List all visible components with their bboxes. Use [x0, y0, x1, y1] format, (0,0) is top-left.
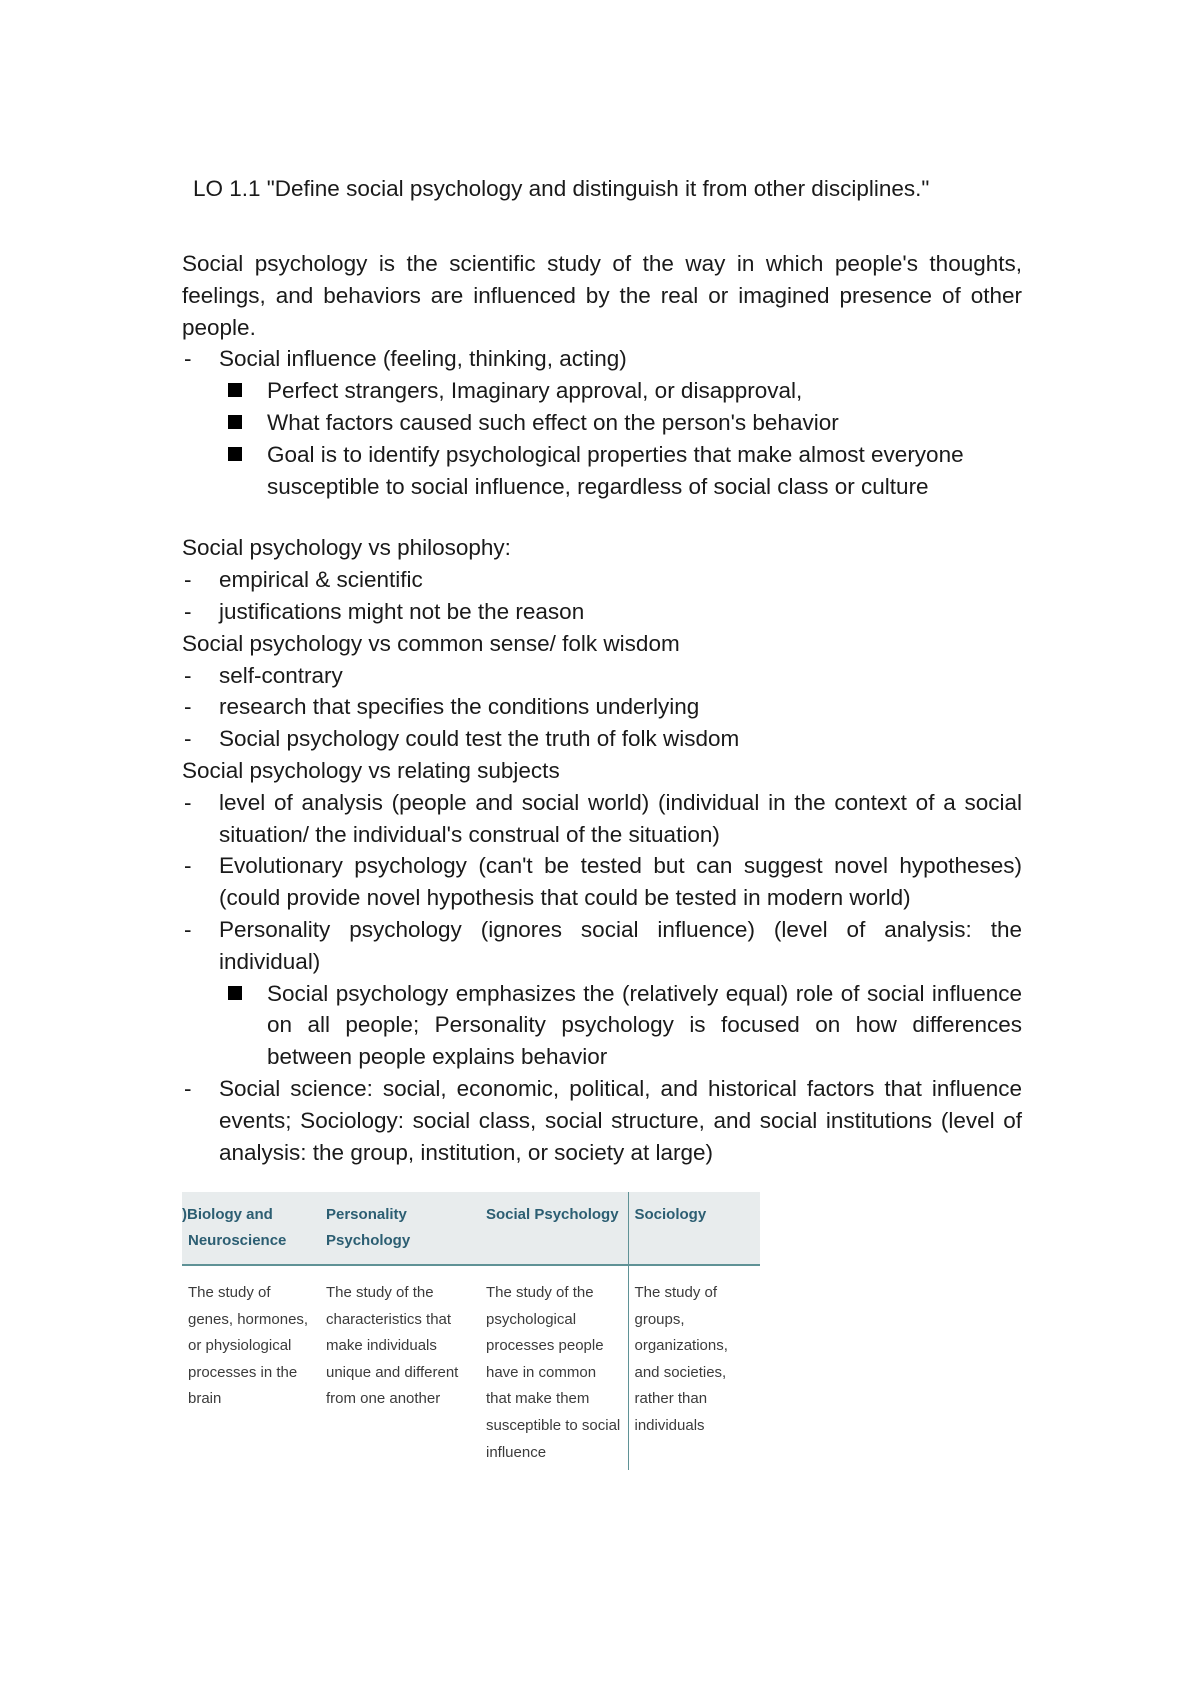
page-heading: LO 1.1 "Define social psychology and distinguish it from other disciplines." [193, 176, 930, 201]
square-bullet-icon [228, 986, 242, 1000]
table-cell: The study of the psychological processes people have in common that make them susceptible to social influence [486, 1284, 621, 1461]
table-header: Social Psychology [480, 1192, 628, 1265]
influence-point-text: What factors caused such effect on the person's behavior [267, 409, 839, 435]
section-gap [182, 502, 1022, 532]
personality-point [182, 978, 1022, 1073]
list-item: - Personality psychology (ignores social influence) (level of analysis: the individual) [182, 914, 1022, 978]
relating-title: Social psychology vs relating subjects [182, 757, 560, 783]
influence-point-text: Goal is to identify psychological properties that make almost everyone susceptible to social influence, regardless of social class or culture [267, 441, 964, 499]
table-cell: The study of genes, hormones, or physiological processes in the brain [188, 1284, 309, 1408]
common-sense-title: Social psychology vs common sense/ folk wisdom [182, 630, 680, 656]
square-bullet-icon [228, 415, 242, 429]
list-item: - justifications might not be the reason [182, 596, 1022, 628]
list-item: - research that specifies the conditions underlying [182, 691, 1022, 723]
list-item: - level of analysis (people and social world) (individual in the context of a social situation/ the individual's construal of the situation) [182, 787, 1022, 851]
notes-body [182, 248, 1022, 1168]
influence-point [182, 375, 1022, 407]
table-cell: The study of the characteristics that make individuals unique and different from one another [326, 1284, 459, 1408]
influence-point [182, 439, 1022, 503]
table-cell: The study of groups, organizations, and societies, rather than individuals [628, 1265, 760, 1470]
influence-point-text: Perfect strangers, Imaginary approval, or disapproval, [267, 378, 803, 404]
square-bullet-icon [228, 383, 242, 397]
cropped-marker-icon: ) [182, 1206, 187, 1223]
list-item: - Evolutionary psychology (can't be tested but can suggest novel hypotheses) (could provide novel hypothesis that could be tested in modern world) [182, 850, 1022, 914]
list-item: - Social science: social, economic, political, and historical factors that influence events; Sociology: social class, social structure, and social institutions (level of analysis: the group, institution, or society at large) [182, 1073, 1022, 1168]
table-header-row [182, 1192, 760, 1265]
personality-point-text: Social psychology emphasizes the (relatively equal) role of social influence on all people; Personality psychology is focused on how differences between people explains behavior [267, 980, 1022, 1070]
table-row [182, 1265, 760, 1470]
square-bullet-icon [228, 447, 242, 461]
definition-paragraph: Social psychology is the scientific study of the way in which people's thoughts, feelings, and behaviors are influenced by the real or imagined presence of other people. [182, 251, 1022, 340]
table-header: Sociology [628, 1192, 760, 1265]
influence-point [182, 407, 1022, 439]
list-item: - self-contrary [182, 660, 1022, 692]
list-item: - empirical & scientific [182, 564, 1022, 596]
table-header: Personality Psychology [320, 1192, 480, 1265]
list-item: - Social psychology could test the truth of folk wisdom [182, 723, 1022, 755]
table-header: )Biology and Neuroscience [182, 1192, 320, 1265]
philosophy-title: Social psychology vs philosophy: [182, 535, 511, 561]
discipline-comparison-table [182, 1192, 760, 1470]
social-influence-item: - Social influence (feeling, thinking, acting) [182, 343, 1022, 375]
